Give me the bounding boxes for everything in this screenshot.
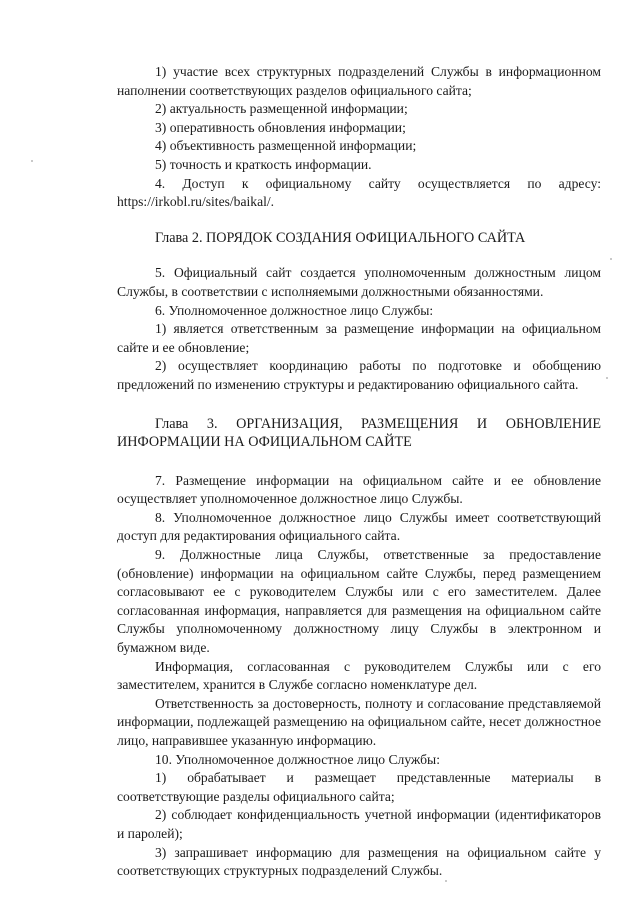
scan-speck	[610, 258, 612, 260]
paragraph: 7. Размещение информации на официальном сайте и ее обновление осуществляет уполномоченное должностное лицо Службы.	[117, 472, 601, 507]
paragraph: 8. Уполномоченное должностное лицо Службы имеет соответствующий доступ для редактирования официального сайта.	[117, 509, 601, 544]
paragraph: 2) соблюдает конфиденциальность учетной информации (идентификаторов и паролей);	[117, 807, 601, 841]
paragraph: 5) точность и краткость информации.	[155, 156, 372, 172]
scan-speck	[31, 160, 33, 162]
paragraph: Ответственность за достоверность, полноту и согласование представляемой информации, подлежащей размещению на официальном сайте, несет должностное лицо, направившее указанную информацию.	[117, 695, 601, 748]
paragraph: 4. Доступ к официальному сайту осуществляется по адресу: https://irkobl.ru/sites/baikal/.	[117, 175, 601, 210]
paragraph: 4) объективность размещенной информации;	[155, 138, 417, 154]
paragraph: 2) осуществляет координацию работы по подготовке и обобщению предложений по изменению структуры и редактированию официального сайта.	[117, 358, 601, 392]
paragraph: 5. Официальный сайт создается уполномоченным должностным лицом Службы, в соответствии с исполняемыми должностными обязанностями.	[117, 265, 601, 299]
scan-speck	[606, 377, 608, 379]
paragraph: 1) участие всех структурных подразделений Службы в информационном наполнении соответствующих разделов официального сайта;	[117, 64, 601, 98]
chapter-heading: Глава 2. ПОРЯДОК СОЗДАНИЯ ОФИЦИАЛЬНОГО САЙТА	[155, 229, 526, 246]
document-body	[117, 63, 601, 881]
paragraph: 3) оперативность обновления информации;	[155, 119, 406, 135]
paragraph: 3) запрашивает информацию для размещения на официальном сайте у соответствующих структурных подразделений Службы.	[117, 844, 601, 879]
paragraph: Информация, согласованная с руководителем Службы или с его заместителем, хранится в Службе согласно номенклатуре дел.	[117, 658, 601, 693]
paragraph: 1) является ответственным за размещение информации на официальном сайте и ее обновление;	[117, 321, 601, 355]
paragraph: 1) обрабатывает и размещает представленные материалы в соответствующие разделы официального сайта;	[117, 770, 601, 804]
chapter-heading: Глава 3. ОРГАНИЗАЦИЯ, РАЗМЕЩЕНИЯ И ОБНОВЛЕНИЕ ИНФОРМАЦИИ НА ОФИЦИАЛЬНОМ САЙТЕ	[117, 415, 601, 451]
paragraph: 9. Должностные лица Службы, ответственные за предоставление (обновление) информации на официальном сайте Службы, перед размещением согласовывают ее с руководителем Службы или с его заместителем. Далее согласованная информация, направляется для размещения на официальном сайте Службы уполномоченному должностному лицу Службы в электронном и бумажном виде.	[117, 547, 601, 656]
paragraph: 10. Уполномоченное должностное лицо Службы:	[155, 751, 440, 767]
paragraph: 2) актуальность размещенной информации;	[155, 101, 408, 117]
paragraph: 6. Уполномоченное должностное лицо Службы:	[155, 302, 434, 318]
